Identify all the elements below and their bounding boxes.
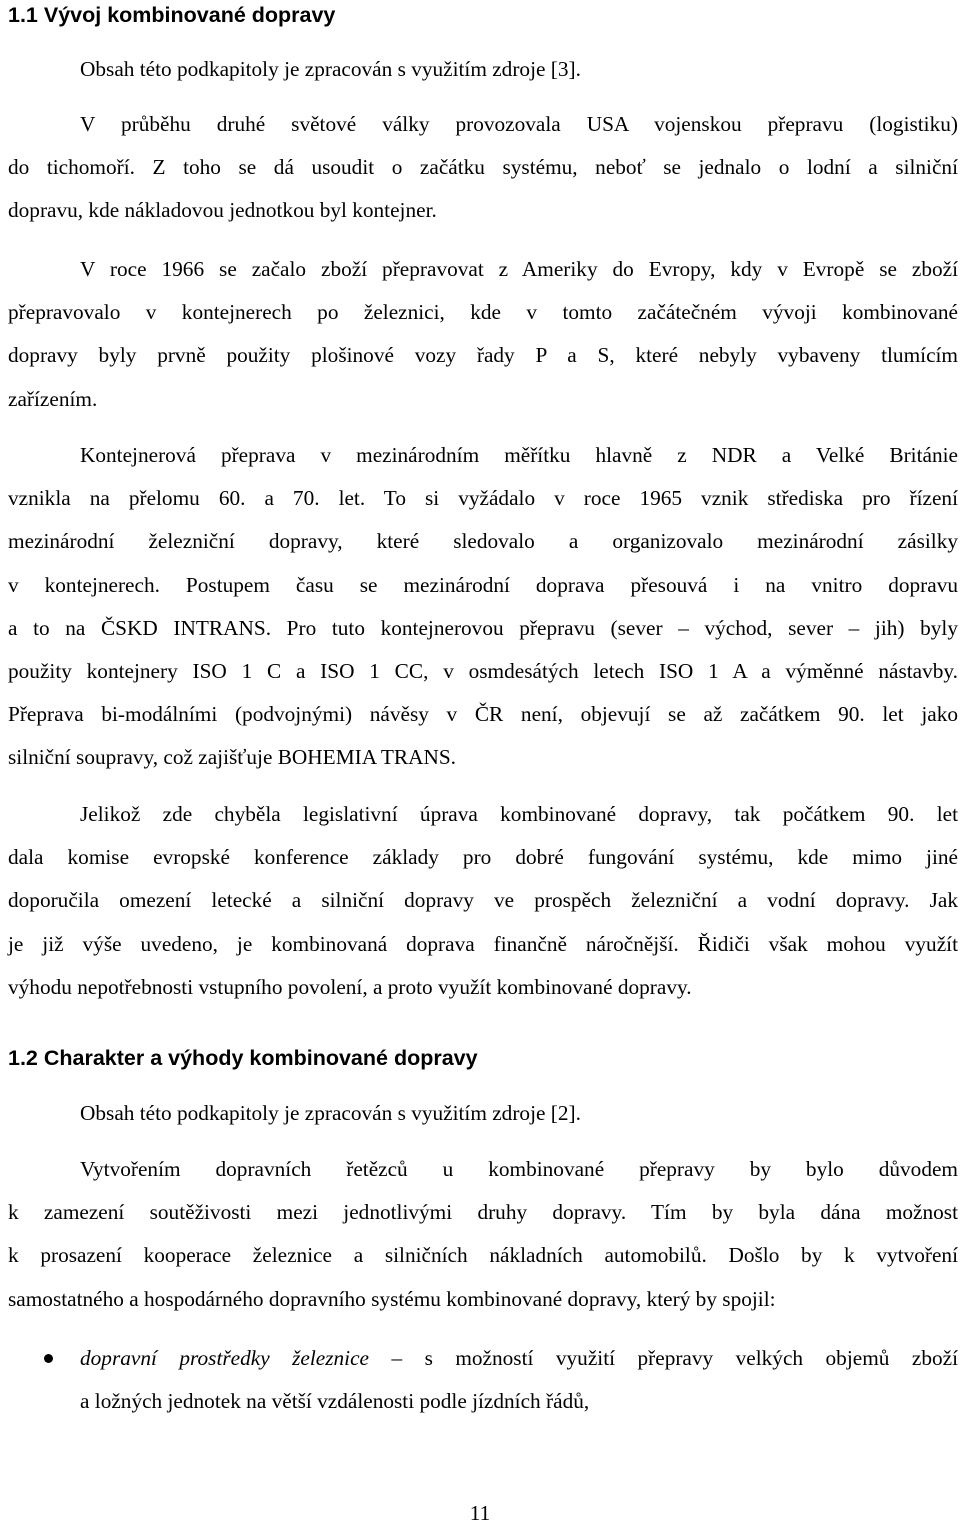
paragraph-line: v kontejnerech. Postupem času se mezinárodní doprava přesouvá i na vnitro dopravu bbox=[8, 572, 958, 597]
paragraph-line: k zamezení soutěživosti mezi jednotlivými druhy dopravy. Tím by byla dána možnost bbox=[8, 1200, 958, 1225]
source-note-text: Obsah této podkapitoly je zpracován s využitím zdroje [3]. bbox=[80, 57, 581, 81]
bullet-line-rest: – s možností využití přepravy velkých objemů zboží bbox=[369, 1346, 958, 1370]
source-note-text: Obsah této podkapitoly je zpracován s využitím zdroje [2]. bbox=[80, 1101, 581, 1125]
section-heading-1-1: 1.1 Vývoj kombinované dopravy bbox=[8, 3, 336, 27]
paragraph-line: Vytvořením dopravních řetězců u kombinované přepravy by bylo důvodem bbox=[80, 1157, 958, 1181]
paragraph-line: dopravu, kde nákladovou jednotkou byl kontejner. bbox=[8, 198, 437, 223]
paragraph-1-1-c bbox=[8, 434, 958, 780]
paragraph-line: doporučila omezení letecké a silniční dopravy ve prospěch železniční a vodní dopravy. Jak bbox=[8, 888, 958, 913]
paragraph-line: V roce 1966 se začalo zboží přepravovat z Ameriky do Evropy, kdy v Evropě se zboží bbox=[80, 257, 958, 281]
paragraph-1-1-d bbox=[8, 793, 958, 1009]
paragraph-line: V průběhu druhé světové války provozovala USA vojenskou přepravu (logistiku) bbox=[80, 112, 958, 136]
list-item bbox=[8, 1337, 958, 1423]
paragraph-line: vznikla na přelomu 60. a 70. let. To si vyžádalo v roce 1965 vznik střediska pro řízení bbox=[8, 486, 958, 511]
paragraph-line: Přeprava bi-modálními (podvojnými) návěsy v ČR není, objevují se až začátkem 90. let jako bbox=[8, 702, 958, 727]
bullet-line: a ložných jednotek na větší vzdálenosti podle jízdních řádů, bbox=[80, 1389, 590, 1414]
paragraph-line: použity kontejnery ISO 1 C a ISO 1 CC, v osmdesátých letech ISO 1 A a výměnné nástavby. bbox=[8, 659, 958, 684]
bullet-line bbox=[80, 1337, 958, 1380]
paragraph-line: a to na ČSKD INTRANS. Pro tuto kontejnerovou přepravu (sever – východ, sever – jih) byly bbox=[8, 615, 958, 640]
paragraph-line: je již výše uvedeno, je kombinovaná doprava finančně náročnější. Řidiči však mohou využít bbox=[8, 931, 958, 956]
paragraph-line: dopravy byly prvně použity plošinové vozy řady P a S, které nebyly vybaveny tlumícím bbox=[8, 343, 958, 368]
paragraph-1-2-a bbox=[8, 1148, 958, 1321]
paragraph-line: silniční soupravy, což zajišťuje BOHEMIA TRANS. bbox=[8, 745, 457, 770]
paragraph-1-1-b bbox=[8, 248, 958, 421]
paragraph-line: přepravovalo v kontejnerech po železnici, kde v tomto začátečném vývoji kombinované bbox=[8, 300, 958, 325]
bullet-icon bbox=[44, 1354, 53, 1363]
paragraph-line: výhodu nepotřebnosti vstupního povolení, a proto využít kombinované dopravy. bbox=[8, 974, 692, 999]
paragraph-line: do tichomoří. Z toho se dá usoudit o začátku systému, neboť se jednalo o lodní a silniční bbox=[8, 155, 958, 180]
bullet-italic-term: dopravní prostředky železnice bbox=[80, 1346, 369, 1370]
paragraph-line: k prosazení kooperace železnice a silničních nákladních automobilů. Došlo by k vytvoření bbox=[8, 1243, 958, 1268]
page-number: 11 bbox=[469, 1501, 491, 1525]
paragraph-line: Kontejnerová přeprava v mezinárodním měřítku hlavně z NDR a Velké Británie bbox=[80, 443, 958, 467]
paragraph-line: zařízením. bbox=[8, 386, 98, 411]
paragraph-line: Jelikož zde chyběla legislativní úprava kombinované dopravy, tak počátkem 90. let bbox=[80, 802, 958, 826]
paragraph-line: dala komise evropské konference základy pro dobré fungování systému, kde mimo jiné bbox=[8, 845, 958, 870]
bullet-list bbox=[8, 1337, 958, 1423]
paragraph-1-1-a bbox=[8, 103, 958, 233]
paragraph-line: mezinárodní železniční dopravy, které sledovalo a organizovalo mezinárodní zásilky bbox=[8, 529, 958, 554]
section-heading-1-2: 1.2 Charakter a výhody kombinované dopravy bbox=[8, 1046, 478, 1070]
paragraph-line: samostatného a hospodárného dopravního systému kombinované dopravy, který by spojil: bbox=[8, 1286, 776, 1311]
source-note-1-2 bbox=[8, 1092, 958, 1135]
source-note-1-1 bbox=[8, 48, 958, 91]
